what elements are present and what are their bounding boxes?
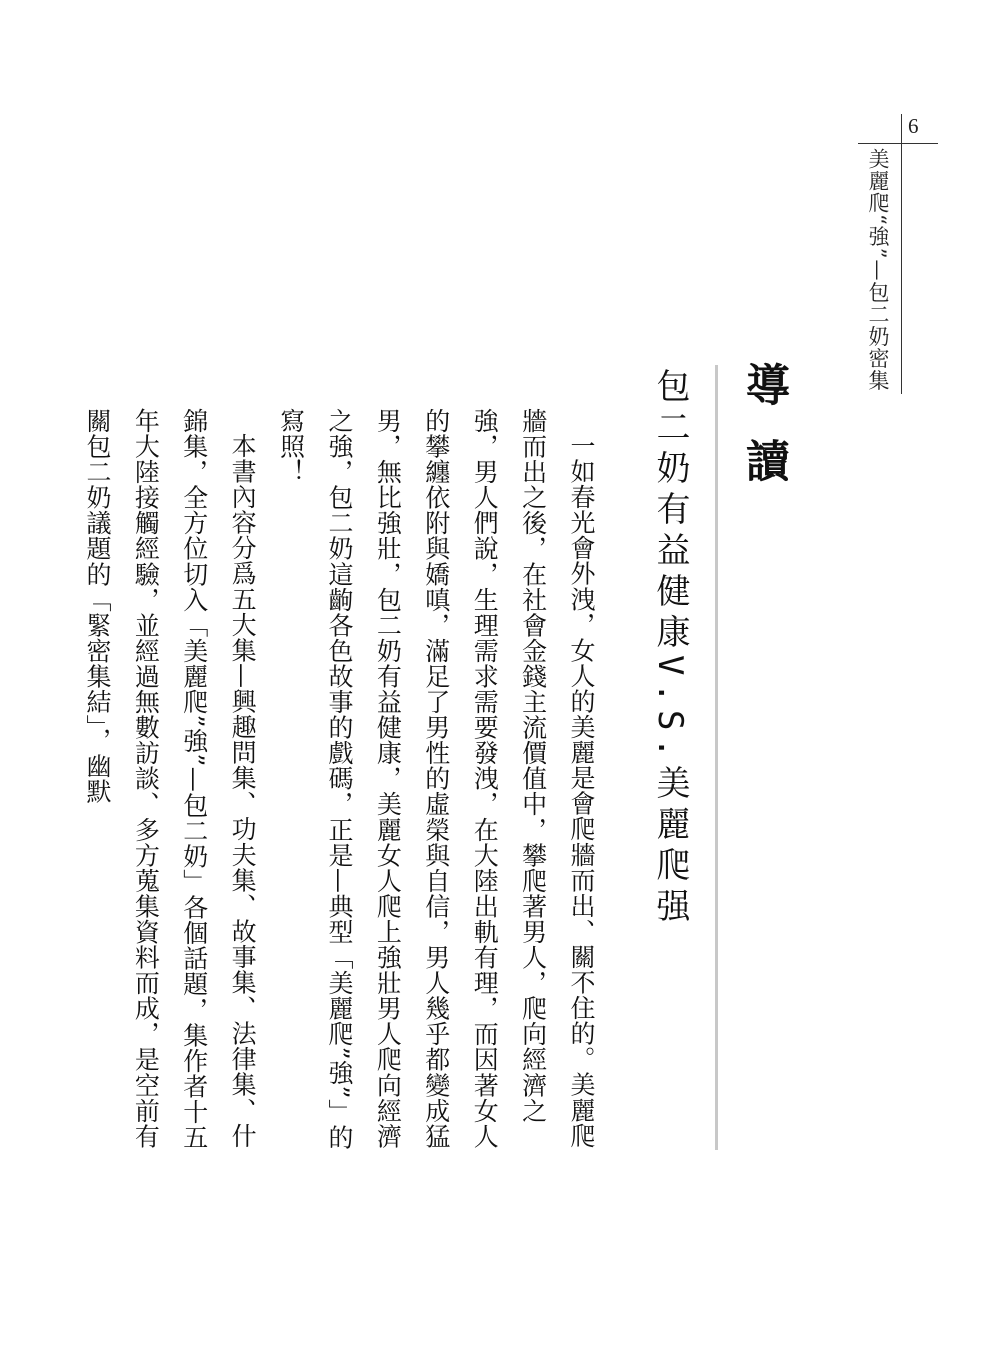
body-text [82,408,605,1153]
page-number: 6 [908,114,919,138]
paragraph: 一如春光會外洩，女人的美麗是會爬牆而出、關不住的。美麗爬牆而出之後，在社會金錢主流價值中，攀爬著男人，爬向經濟之強，男人們說，生理需求需要發洩，在大陸出軌有理，而因著女人的攀纏依附與嬌嗔，滿足了男性的虛榮與自信，男人幾乎都變成猛男，無比強壯，包二奶有益健康，美麗女人爬上強壯男人爬向經濟之強，包二奶這齣各色故事的戲碼，正是—典型「美麗爬”強”」的寫照！ [276,408,596,1151]
paragraph: 本書內容分爲五大集—興趣問集、功夫集、故事集、法律集、什錦集，全方位切入「美麗爬”強”—包二奶」各個話題，集作者十五年大陸接觸經驗，並經過無數訪談、多方蒐集資料而成，是空前有關包二奶議題的「緊密集結」，幽默 [82,408,258,1151]
header-rule-vertical [901,114,902,394]
header-rule-horizontal [858,143,938,144]
title-divider [715,365,718,1150]
chapter-title: 導讀 [738,362,789,514]
running-head: 美麗爬“強”—包二奶密集 [866,148,890,392]
chapter-subtitle: 包二奶有益健康V.S.美麗爬强 [650,368,690,929]
